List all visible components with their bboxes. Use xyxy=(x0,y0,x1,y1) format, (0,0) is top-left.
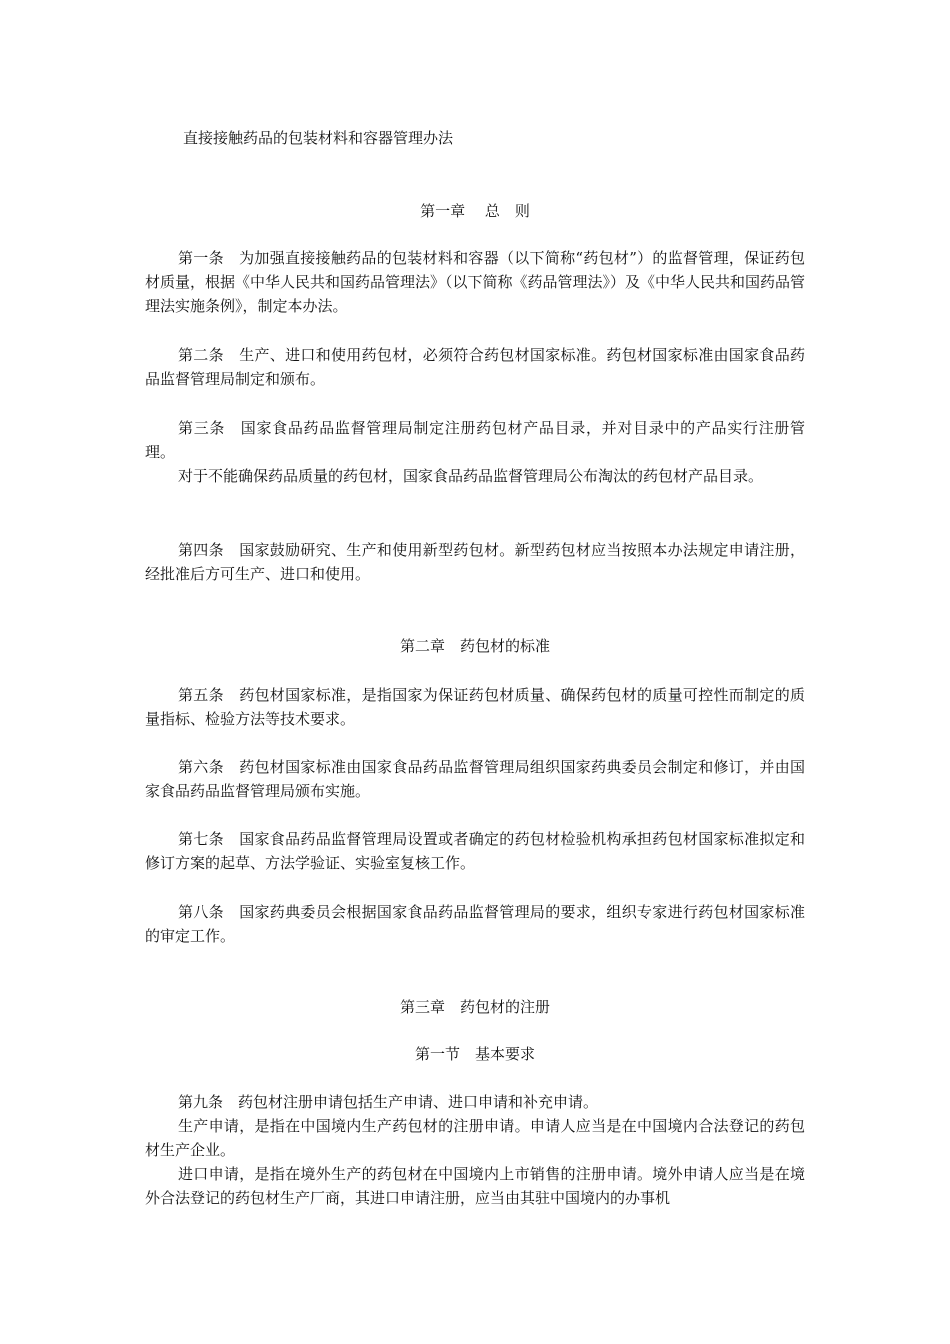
article-3: 第三条 国家食品药品监督管理局制定注册药包材产品目录，并对目录中的产品实行注册管理。 xyxy=(145,419,805,461)
article-7: 第七条 国家食品药品监督管理局设置或者确定的药包材检验机构承担药包材国家标准拟定和修订方案的起草、方法学验证、实验室复核工作。 xyxy=(145,830,805,872)
article-2: 第二条 生产、进口和使用药包材，必须符合药包材国家标准。药包材国家标准由国家食品药品监督管理局制定和颁布。 xyxy=(145,346,805,388)
chapter-2-heading: 第二章 药包材的标准 xyxy=(399,637,550,655)
document-title: 直接接触药品的包装材料和容器管理办法 xyxy=(183,129,454,147)
article-8: 第八条 国家药典委员会根据国家食品药品监督管理局的要求，组织专家进行药包材国家标准的审定工作。 xyxy=(145,903,805,945)
article-1: 第一条 为加强直接接触药品的包装材料和容器（以下简称“药包材”）的监督管理，保证药包材质量，根据《中华人民共和国药品管理法》（以下简称《药品管理法》）及《中华人民共和国药品管理法实施条例》，制定本办法。 xyxy=(145,249,806,315)
article-4: 第四条 国家鼓励研究、生产和使用新型药包材。新型药包材应当按照本办法规定申请注册，经批准后方可生产、进口和使用。 xyxy=(145,541,805,583)
article-9-paragraph-3: 进口申请，是指在境外生产的药包材在中国境内上市销售的注册申请。境外申请人应当是在境外合法登记的药包材生产厂商，其进口申请注册，应当由其驻中国境内的办事机 xyxy=(145,1165,805,1207)
article-5: 第五条 药包材国家标准，是指国家为保证药包材质量、确保药包材的质量可控性而制定的质量指标、检验方法等技术要求。 xyxy=(145,686,805,728)
article-3-paragraph-2: 对于不能确保药品质量的药包材，国家食品药品监督管理局公布淘汰的药包材产品目录。 xyxy=(178,467,764,485)
article-9-paragraph-2: 生产申请，是指在中国境内生产药包材的注册申请。申请人应当是在中国境内合法登记的药包材生产企业。 xyxy=(145,1117,805,1159)
article-9: 第九条 药包材注册申请包括生产申请、进口申请和补充申请。 xyxy=(178,1093,599,1111)
article-6: 第六条 药包材国家标准由国家食品药品监督管理局组织国家药典委员会制定和修订，并由国家食品药品监督管理局颁布实施。 xyxy=(145,758,805,800)
chapter-3-heading: 第三章 药包材的注册 xyxy=(399,998,550,1016)
section-1-heading: 第一节 基本要求 xyxy=(414,1045,535,1063)
chapter-1-heading: 第一章 总 则 xyxy=(420,202,530,220)
